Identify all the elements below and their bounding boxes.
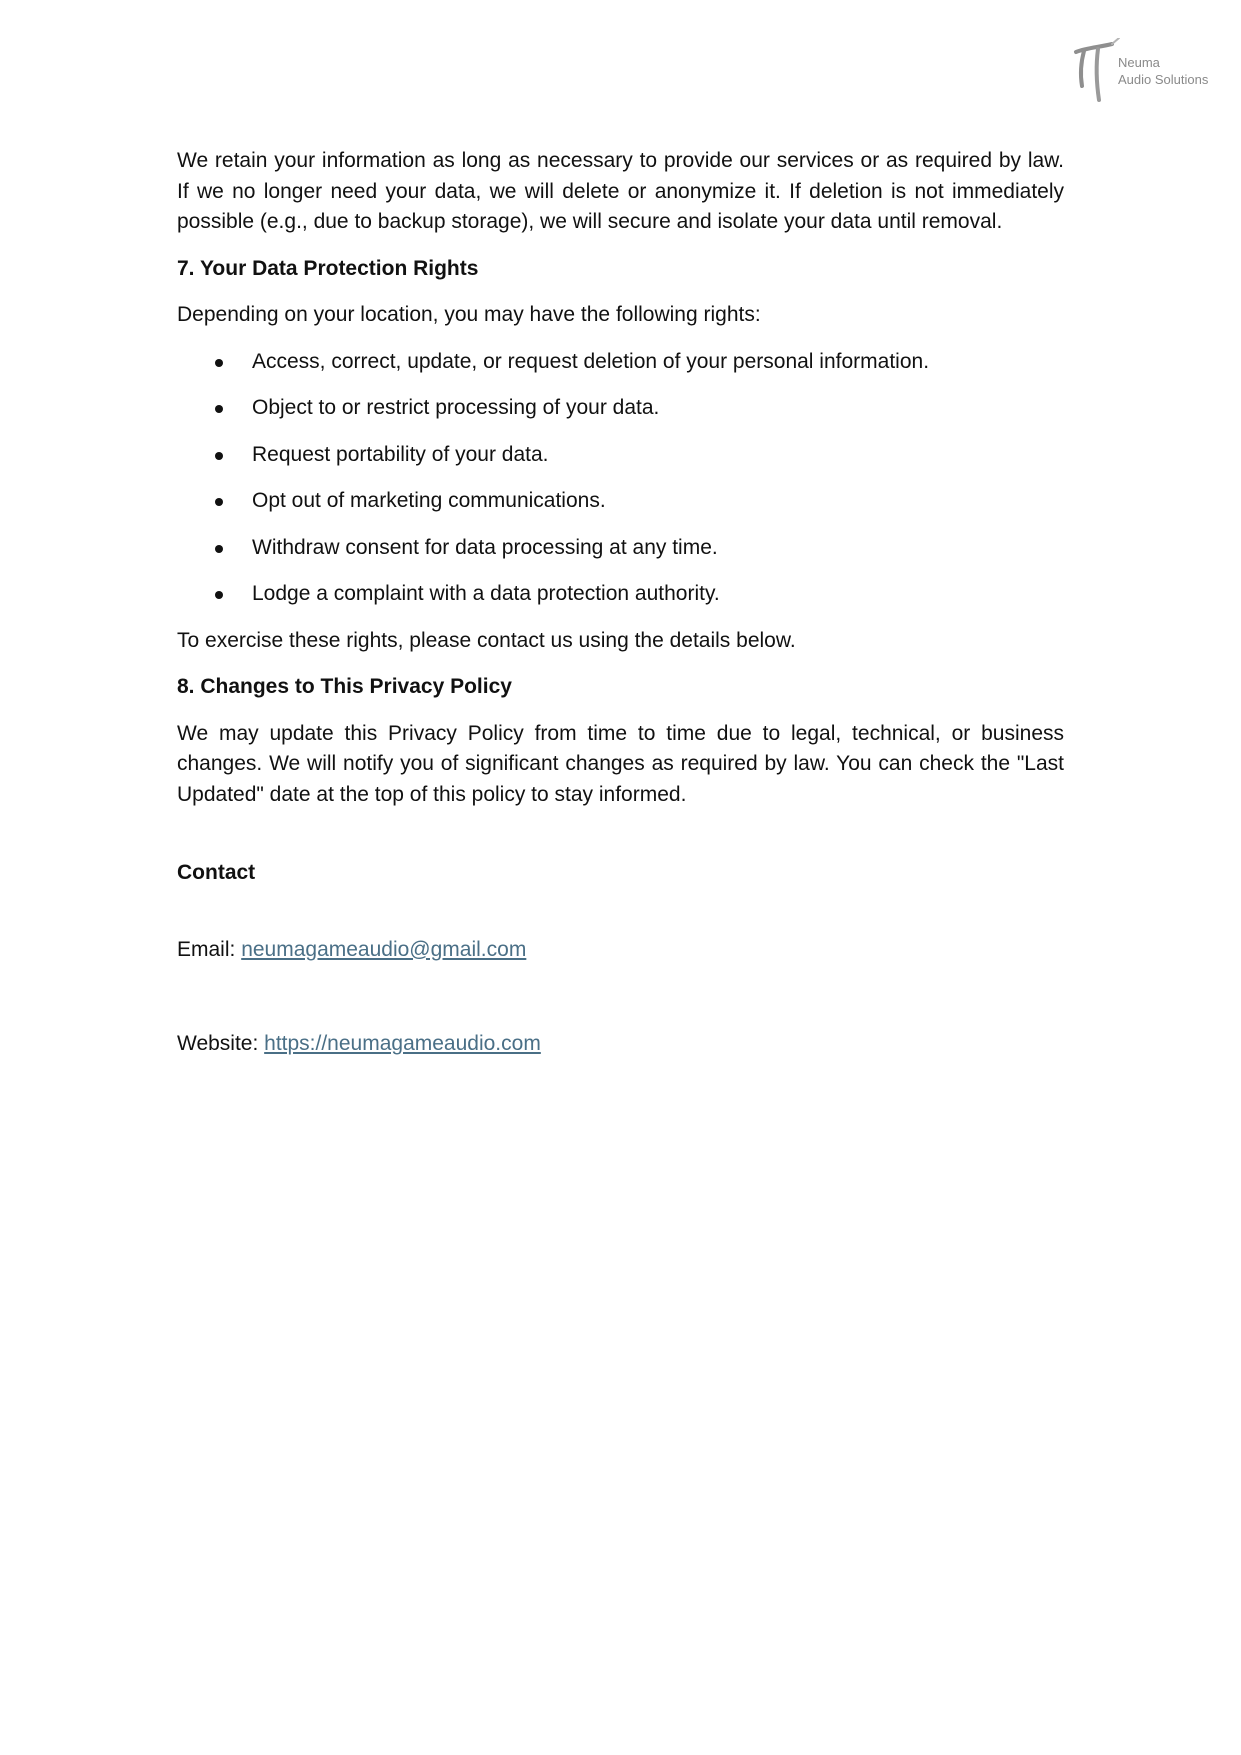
logo-line-2: Audio Solutions [1118, 72, 1209, 87]
section-7-heading: 7. Your Data Protection Rights [177, 256, 479, 280]
website-link[interactable]: https://neumagameaudio.com [264, 1032, 541, 1055]
right-text: Object to or restrict processing of your data. [252, 396, 660, 419]
list-item [177, 393, 1064, 424]
bullet-icon [215, 591, 223, 599]
email-link[interactable]: neumagameaudio@gmail.com [241, 937, 527, 961]
retention-paragraph: We retain your information as long as necessary to provide our services or as required by law. If we no longer need your data, we will delete or anonymize it. If deletion is not immediately possible (e.g., due to backup storage), we will secure and isolate your data until removal. [177, 149, 1064, 233]
email-label: Email: [177, 937, 242, 961]
list-item [177, 579, 1064, 610]
section-7-intro: Depending on your location, you may have the following rights: [177, 303, 761, 326]
right-text: Opt out of marketing communications. [252, 489, 606, 512]
right-text: Access, correct, update, or request deletion of your personal information. [252, 349, 930, 373]
rights-list [177, 347, 1064, 610]
bullet-icon [215, 359, 223, 367]
list-item [177, 440, 1064, 471]
bullet-icon [215, 545, 223, 553]
bullet-icon [215, 498, 223, 506]
company-logo [1072, 38, 1222, 104]
section-7-outro: To exercise these rights, please contact us using the details below. [177, 628, 796, 652]
document-body [177, 146, 1064, 1060]
website-label: Website: [177, 1032, 265, 1055]
list-item [177, 486, 1064, 517]
bullet-icon [215, 405, 223, 413]
neuma-pi-logo-icon [1072, 38, 1122, 104]
website-line [177, 1029, 1064, 1060]
email-line [177, 935, 1064, 966]
list-item [177, 533, 1064, 564]
right-text: Request portability of your data. [252, 442, 549, 466]
section-8-body: We may update this Privacy Policy from time to time due to legal, technical, or business changes. We will notify you of significant changes as required by law. You can check the "Last Updated" date at the top of this policy to stay informed. [177, 721, 1064, 806]
contact-heading: Contact [177, 861, 256, 884]
section-8-heading: 8. Changes to This Privacy Policy [177, 675, 512, 698]
logo-line-1: Neuma [1118, 55, 1160, 70]
logo-wordmark [1118, 54, 1208, 88]
right-text: Lodge a complaint with a data protection authority. [252, 582, 720, 605]
list-item [177, 347, 1064, 378]
right-text: Withdraw consent for data processing at any time. [252, 535, 718, 559]
bullet-icon [215, 452, 223, 460]
